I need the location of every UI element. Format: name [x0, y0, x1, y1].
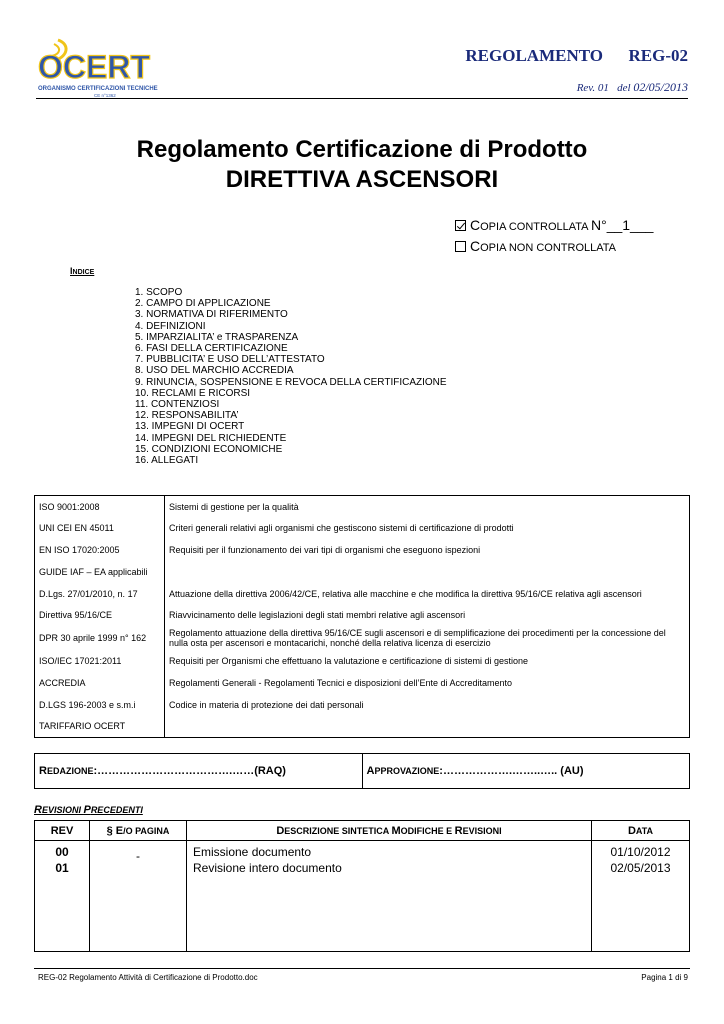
table-row [35, 841, 690, 952]
logo-subtitle: ORGANISMO CERTIFICAZIONI TECNICHE [38, 86, 158, 92]
norm-ref: GUIDE IAF – EA applicabili [35, 561, 165, 583]
col-date: DATA [592, 821, 690, 841]
header-divider [36, 98, 688, 99]
toc-item: 6. FASI DELLA CERTIFICAZIONE [135, 343, 288, 355]
rev-section: - [136, 849, 140, 863]
toc-item: 2. CAMPO DI APPLICAZIONE [135, 298, 271, 310]
table-row [35, 716, 690, 738]
norm-desc [165, 561, 690, 583]
rev-number: 01 [55, 861, 69, 875]
ocert-logo-graphic [36, 34, 186, 102]
rev-description: Emissione documento [193, 845, 312, 859]
revisions-table [34, 820, 690, 952]
copy-controlled: COPIA CONTROLLATA N°__1___ [455, 217, 653, 233]
copy-number: N°__1___ [590, 217, 654, 233]
footer-filename: REG-02 Regolamento Attività di Certificazione di Prodotto.doc [38, 973, 258, 982]
norm-desc [165, 716, 690, 738]
toc-item: 14. IMPEGNI DEL RICHIEDENTE [135, 432, 287, 444]
copy-uncontrolled: COPIA NON CONTROLLATA [455, 238, 616, 254]
doc-code: REG-02 [628, 46, 688, 65]
toc-item: 7. PUBBLICITA’ E USO DELL’ATTESTATO [135, 354, 325, 366]
table-row [35, 583, 690, 605]
norm-desc: Regolamento attuazione della direttiva 95/16/CE sugli ascensori e di semplificazione dei procedimenti per la concessione del nulla osta per ascensori e montacarichi, nonché della relativa licenza di esercizio [169, 628, 666, 649]
norm-ref: ACCREDIA [35, 672, 165, 694]
toc-item: 16. ALLEGATI [135, 455, 199, 467]
table-row [35, 517, 690, 539]
rev-date: 01/10/2012 [610, 845, 671, 859]
norm-ref: DPR 30 aprile 1999 n° 162 [35, 626, 165, 650]
table-row [35, 539, 690, 561]
del-label: del [617, 82, 631, 94]
table-row [35, 496, 690, 518]
toc-item: 11. CONTENZIOSI [135, 399, 220, 411]
page-title: Regolamento Certificazione di Prodotto [136, 136, 588, 163]
norm-ref: D.Lgs. 27/01/2010, n. 17 [35, 583, 165, 605]
revisions-heading: REVISIONI PRECEDENTI [34, 804, 143, 816]
logo-mark: CE n°1362 [94, 93, 116, 98]
checked-checkbox-icon [455, 220, 466, 231]
table-row [35, 650, 690, 672]
toc-item: 5. IMPARZIALITA’ e TRASPARENZA [135, 331, 299, 343]
toc-item: 12. RESPONSABILITA’ [135, 410, 239, 422]
toc-item: 8. USO DEL MARCHIO ACCREDIA [135, 365, 294, 377]
rev-description: Revisione intero documento [193, 861, 342, 875]
footer-page-number: Pagina 1 di 9 [641, 973, 688, 982]
approvazione-value: :……………….……..….. (AU) [439, 765, 584, 777]
rev-date: 02/05/2013 [610, 861, 671, 875]
norm-ref: ISO 9001:2008 [35, 496, 165, 518]
toc-item: 1. SCOPO [135, 287, 183, 298]
logo-text: OCERT [38, 49, 150, 85]
norm-desc: Codice in materia di protezione dei dati personali [169, 699, 364, 710]
norm-desc: Requisiti per Organismi che effettuano la valutazione e certificazione di sistemi di gestione [169, 656, 529, 667]
norm-desc: Riavvicinamento delle legislazioni degli stati membri relative agli ascensori [169, 610, 466, 621]
norm-ref: UNI CEI EN 45011 [35, 517, 165, 539]
toc-item: 9. RINUNCIA, SOSPENSIONE E REVOCA DELLA CERTIFICAZIONE [135, 376, 447, 388]
table-row [35, 626, 690, 650]
col-description: DESCRIZIONE SINTETICA MODIFICHE E REVISIONI [187, 821, 592, 841]
norm-desc: Attuazione della direttiva 2006/42/CE, relativa alle macchine e che modifica la direttiva 95/16/CE relativa agli ascensori [169, 588, 642, 599]
norm-desc: Regolamenti Generali - Regolamenti Tecnici e disposizioni dell’Ente di Accreditamento [169, 677, 513, 688]
col-rev: REV [35, 821, 90, 841]
norm-ref: ISO/IEC 17021:2011 [35, 650, 165, 672]
toc-item: 15. CONDIZIONI ECONOMICHE [135, 443, 283, 455]
table-row [35, 672, 690, 694]
norm-ref: D.LGS 196-2003 e s.m.i [35, 694, 165, 716]
rev-label: Rev. [576, 82, 596, 94]
norm-desc: Criteri generali relativi agli organismi che gestiscono sistemi di certificazione di prodotti [169, 523, 514, 534]
norm-ref: EN ISO 17020:2005 [35, 539, 165, 561]
col-section: § E/O PAGINA [90, 821, 187, 841]
rev-date: 02/05/2013 [633, 80, 688, 94]
table-row [35, 694, 690, 716]
toc-item: 10. RECLAMI E RICORSI [135, 387, 251, 399]
rev-number: 01 [597, 82, 609, 94]
norm-desc: Sistemi di gestione per la qualità [169, 501, 299, 512]
unchecked-checkbox-icon [455, 241, 466, 252]
ocert-logo [36, 34, 186, 102]
signature-box [34, 753, 690, 789]
norm-desc: Requisiti per il funzionamento dei vari tipi di organismi che eseguono ispezioni [169, 544, 481, 555]
doc-type: REGOLAMENTO [465, 46, 603, 65]
rev-number: 00 [55, 845, 69, 859]
toc-item: 4. DEFINIZIONI [135, 320, 206, 332]
footer-divider [34, 968, 690, 969]
doc-type-code [465, 46, 688, 66]
table-row [35, 604, 690, 626]
norm-ref: Direttiva 95/16/CE [35, 604, 165, 626]
redazione-cell: R EDAZIONE :……………………………….……(RAQ) [39, 765, 286, 777]
index-heading: INDICE [70, 266, 95, 276]
approvazione-cell: A PPROVAZIONE :……………….……..….. (AU) [362, 754, 690, 788]
toc-item: 13. IMPEGNI DI OCERT [135, 421, 245, 433]
table-of-contents [135, 287, 447, 466]
revision-info [577, 80, 688, 95]
table-header-row [35, 821, 690, 841]
table-row [35, 561, 690, 583]
redazione-value: :……………………………….……(RAQ) [93, 765, 286, 777]
norm-ref: TARIFFARIO OCERT [35, 716, 165, 738]
normative-table [34, 495, 690, 738]
page-subtitle: DIRETTIVA ASCENSORI [225, 166, 499, 193]
toc-item: 3. NORMATIVA DI RIFERIMENTO [135, 309, 288, 321]
